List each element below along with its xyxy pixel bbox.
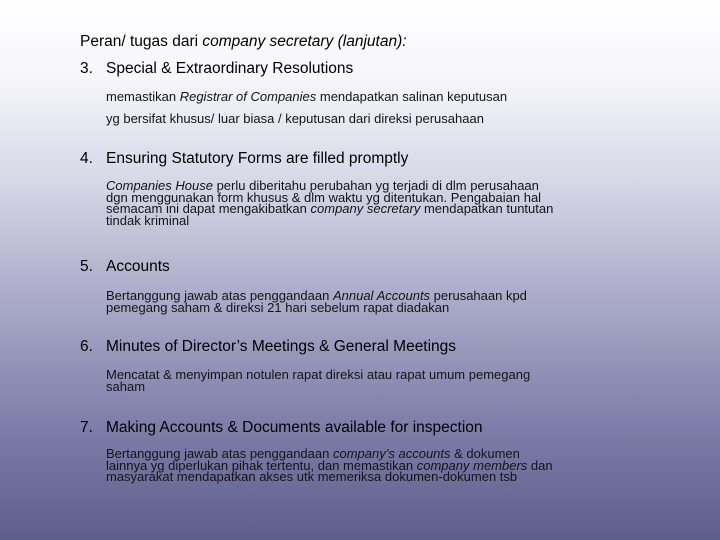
item-3-description	[106, 86, 666, 130]
italic-run: company members	[416, 457, 528, 473]
item-4-heading	[80, 149, 408, 169]
text-run: pemegang saham & direksi 21 hari sebelum rapat diadakan	[106, 299, 450, 315]
title-italic: company secretary (lanjutan):	[202, 33, 407, 50]
item-number: 4.	[80, 150, 93, 167]
text-run: Bertanggung jawab atas penggandaan	[106, 446, 333, 461]
italic-run: company secretary	[310, 201, 421, 216]
italic-run: Registrar of Companies	[179, 89, 317, 104]
item-5-description	[106, 290, 666, 313]
item-number: 3.	[80, 60, 93, 77]
item-7-heading	[80, 418, 483, 438]
slide-title	[80, 32, 407, 52]
item-7-description	[106, 448, 666, 483]
text-run: dan	[527, 457, 553, 473]
item-6-heading	[80, 337, 456, 357]
item-heading-text: Accounts	[106, 258, 170, 275]
text-run: lainnya yg diperlukan pihak tertentu, dan memastikan	[106, 457, 417, 473]
item-3-heading	[80, 59, 353, 79]
item-6-description	[106, 369, 666, 392]
description-line	[106, 369, 666, 381]
text-run: tindak kriminal	[106, 212, 190, 228]
italic-run: Annual Accounts	[332, 288, 431, 303]
text-run: semacam ini dapat mengakibatkan	[106, 201, 311, 216]
text-run: masyarakat mendapatkan akses utk memeriksa dokumen-dokumen tsb	[106, 469, 518, 484]
item-number: 5.	[80, 258, 93, 275]
text-run: perlu diberitahu perubahan yg terjadi di dlm perusahaan	[212, 178, 539, 193]
item-number: 7.	[80, 419, 93, 436]
text-run: Bertanggung jawab atas penggandaan	[106, 288, 333, 303]
description-line	[106, 212, 666, 228]
item-number: 6.	[80, 338, 93, 355]
text-run: perusahaan kpd	[430, 288, 527, 303]
italic-run: Companies House	[106, 178, 213, 193]
text-run: yg bersifat khusus/ luar biasa / keputusan dari direksi perusahaan	[106, 111, 484, 126]
text-run: mendapatkan salinan keputusan	[316, 89, 508, 104]
description-line	[106, 108, 666, 130]
description-line	[106, 471, 666, 483]
description-line	[106, 299, 666, 315]
item-4-description	[106, 180, 666, 226]
description-line	[106, 86, 666, 108]
title-prefix: Peran/ tugas dari	[80, 33, 203, 50]
text-run: dgn menggunakan form khusus & dlm waktu yg ditentukan. Pengabaian hal	[106, 189, 542, 205]
item-5-heading	[80, 257, 170, 277]
description-line	[106, 203, 666, 215]
text-run: mendapatkan tuntutan	[420, 201, 554, 216]
text-run: saham	[106, 378, 146, 394]
item-heading-text: Ensuring Statutory Forms are filled promptly	[106, 150, 409, 167]
description-line	[106, 378, 666, 394]
text-run: Mencatat & menyimpan notulen rapat direksi atau rapat umum pemegang	[106, 367, 531, 382]
italic-run: company’s accounts	[332, 446, 451, 461]
text-run: memastikan	[106, 89, 180, 104]
item-heading-text: Making Accounts & Documents available for inspection	[106, 419, 483, 436]
text-run: & dokumen	[450, 446, 520, 461]
item-heading-text: Special & Extraordinary Resolutions	[106, 60, 354, 77]
item-heading-text: Minutes of Director’s Meetings & General Meetings	[106, 338, 457, 355]
